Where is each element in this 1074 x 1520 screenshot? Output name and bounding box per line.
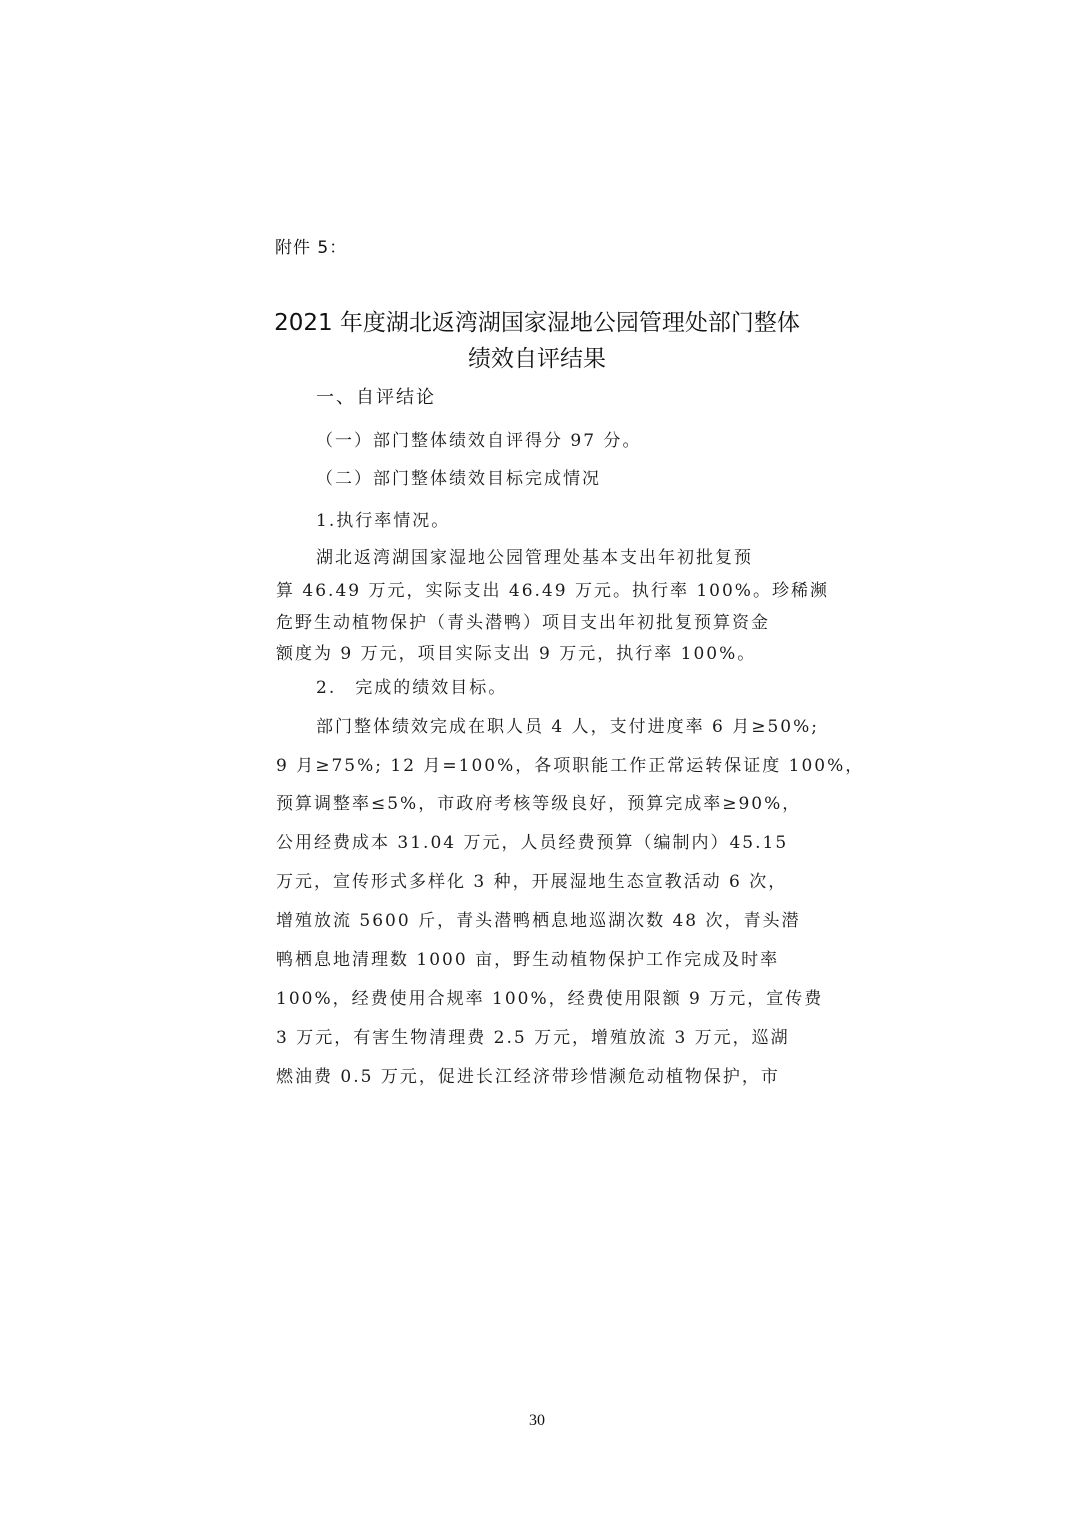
paragraph-performance-line: 3 万元，有害生物清理费 2.5 万元，增殖放流 3 万元，巡湖 (276, 1028, 790, 1048)
paragraph-execution-line: 危野生动植物保护（青头潜鸭）项目支出年初批复预算资金 (276, 613, 770, 633)
paragraph-performance-line: 100%，经费使用合规率 100%，经费使用限额 9 万元，宣传费 (276, 989, 824, 1009)
paragraph-performance-line: 鸭栖息地清理数 1000 亩，野生动植物保护工作完成及时率 (276, 950, 780, 970)
paragraph-performance-line: 部门整体绩效完成在职人员 4 人，支付进度率 6 月≥50%; (316, 717, 820, 737)
document-title-line-1: 2021 年度湖北返湾湖国家湿地公园管理处部门整体 (274, 310, 800, 336)
attachment-label: 附件 5： (275, 238, 348, 258)
paragraph-execution-line: 算 46.49 万元，实际支出 46.49 万元。执行率 100%。珍稀濒 (276, 581, 829, 601)
document-title-line-2: 绩效自评结果 (468, 346, 606, 372)
paragraph-performance-line: 增殖放流 5600 斤，青头潜鸭栖息地巡湖次数 48 次，青头潜 (276, 911, 801, 931)
paragraph-performance-line: 燃油费 0.5 万元，促进长江经济带珍惜濒危动植物保护，市 (276, 1067, 780, 1087)
paragraph-performance-line: 公用经费成本 31.04 万元，人员经费预算（编制内）45.15 (276, 833, 789, 853)
item-performance-goals-heading: 2. 完成的绩效目标。 (316, 678, 508, 698)
item-execution-rate-heading: 1.执行率情况。 (316, 511, 451, 531)
paragraph-execution-line: 湖北返湾湖国家湿地公园管理处基本支出年初批复预 (316, 548, 753, 568)
paragraph-performance-line: 万元，宣传形式多样化 3 种，开展湿地生态宣教活动 6 次， (276, 872, 788, 892)
paragraph-execution-line: 额度为 9 万元，项目实际支出 9 万元，执行率 100%。 (276, 644, 757, 664)
paragraph-performance-line: 9 月≥75%; 12 月=100%，各项职能工作正常运转保证度 100%， (276, 756, 865, 776)
subsection-goal-completion: （二）部门整体绩效目标完成情况 (316, 469, 601, 489)
section-heading-self-evaluation-conclusion: 一、自评结论 (316, 387, 436, 408)
paragraph-performance-line: 预算调整率≤5%，市政府考核等级良好，预算完成率≥90%， (276, 794, 802, 814)
subsection-score: （一）部门整体绩效自评得分 97 分。 (316, 431, 642, 451)
page-number: 30 (529, 1412, 545, 1429)
